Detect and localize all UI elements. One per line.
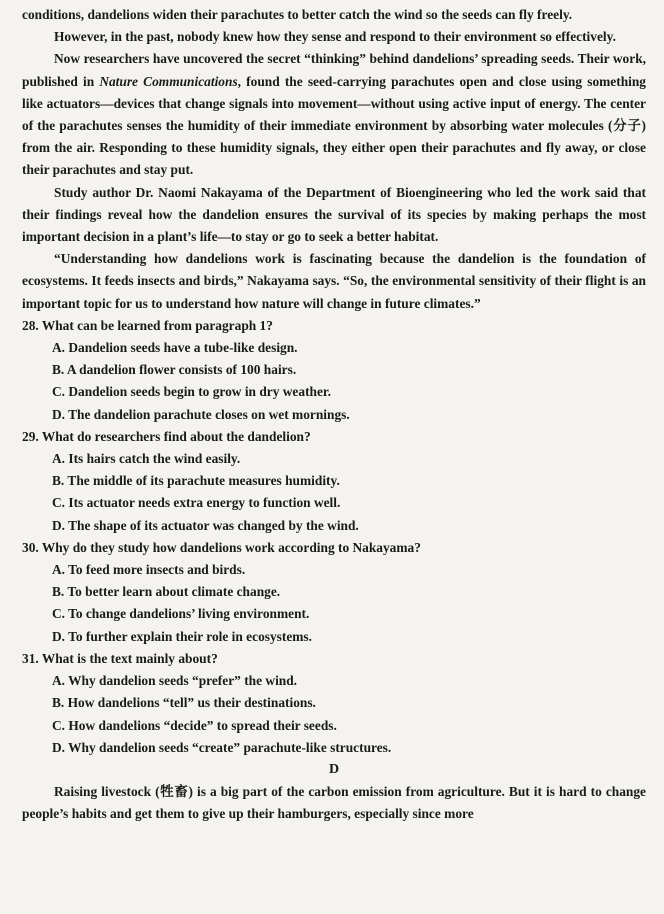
- passage-paragraph-4: “Understanding how dandelions work is fascinating because the dandelion is the foundation of ecosystems. It feeds insects and birds,” Nakayama says. “So, the environmental sensitivity of their flight is an important topic for us to understand how nature will change in future climates.”: [22, 251, 646, 311]
- option-29-b: B. The middle of its parachute measures humidity.: [52, 473, 340, 489]
- option-28-d: D. The dandelion parachute closes on wet mornings.: [52, 406, 350, 422]
- option-31-d: D. Why dandelion seeds “create” parachute-like structures.: [52, 739, 392, 755]
- option-31-a: A. Why dandelion seeds “prefer” the wind.: [52, 673, 298, 689]
- journal-name: Nature Communications: [99, 73, 238, 89]
- question-31: 31. What is the text mainly about?: [22, 650, 218, 666]
- section-d-paragraph-1: Raising livestock (牲畜) is a big part of the carbon emission from agriculture. But it is hard to change people’s habits and get them to give up their hamburgers, especially since more: [22, 784, 646, 822]
- question-30: 30. Why do they study how dandelions work according to Nakayama?: [22, 539, 421, 555]
- passage-paragraph-3: Study author Dr. Naomi Nakayama of the Department of Bioengineering who led the work said that their findings reveal how the dandelion ensures the survival of its species by making perhaps the most important decision in a plant’s life—to stay or go to seek a better habitat.: [22, 184, 646, 245]
- passage-paragraph-2: [22, 48, 646, 181]
- option-29-c: C. Its actuator needs extra energy to function well.: [52, 495, 341, 511]
- paragraph-2-end: , found the seed-carrying parachutes open and close using something like actuators—devices that change signals into movement—without using active input of energy. The center of the parachutes senses the humidity of their immediate environment by absorbing water molecules (分子) from the air. Responding to these humidity signals, they either open their parachutes and fly away, or close their parachutes and stay put.: [22, 73, 647, 178]
- option-30-d: D. To further explain their role in ecosystems.: [52, 628, 312, 644]
- option-30-c: C. To change dandelions’ living environment.: [52, 606, 310, 622]
- option-31-b: B. How dandelions “tell” us their destinations.: [52, 695, 316, 711]
- section-d-heading: D: [328, 761, 340, 777]
- option-29-a: A. Its hairs catch the wind easily.: [52, 451, 241, 467]
- option-30-b: B. To better learn about climate change.: [52, 584, 281, 600]
- option-28-b: B. A dandelion flower consists of 100 hairs.: [52, 362, 297, 378]
- option-28-c: C. Dandelion seeds begin to grow in dry weather.: [52, 384, 331, 400]
- option-31-c: C. How dandelions “decide” to spread their seeds.: [52, 717, 337, 733]
- passage-paragraph-0: conditions, dandelions widen their parachutes to better catch the wind so the seeds can fly freely.: [22, 7, 573, 22]
- option-28-a: A. Dandelion seeds have a tube-like design.: [52, 340, 298, 356]
- option-29-d: D. The shape of its actuator was changed by the wind.: [52, 517, 359, 533]
- question-29: 29. What do researchers find about the dandelion?: [22, 428, 311, 444]
- reading-passage: [22, 4, 646, 826]
- passage-paragraph-1: However, in the past, nobody knew how they sense and respond to their environment so effectively.: [54, 29, 616, 45]
- paragraph-2-start: Now researchers have uncovered the secret “thinking” behind dandelions’ spreading seeds. Their work, published in: [22, 51, 646, 89]
- question-28: 28. What can be learned from paragraph 1?: [22, 317, 273, 333]
- option-30-a: A. To feed more insects and birds.: [52, 562, 246, 578]
